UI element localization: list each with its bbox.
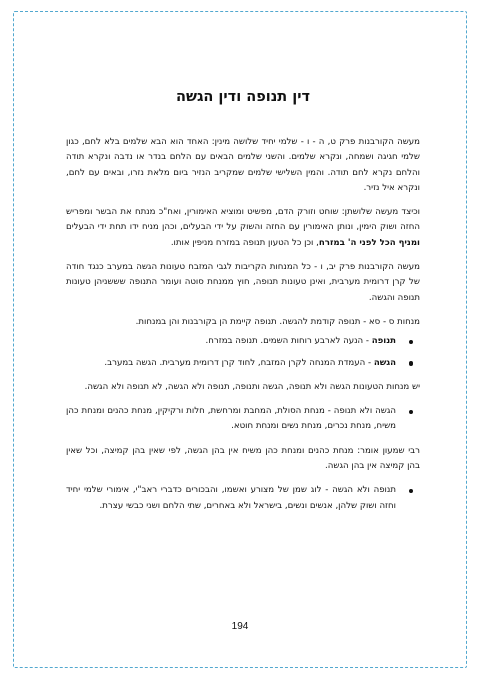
paragraph-text: , וכן כל הטעון תנופה במזרח מניפין אותו. bbox=[170, 237, 319, 248]
document-body bbox=[66, 88, 420, 523]
page-number: 194 bbox=[231, 621, 249, 632]
bold-phrase: ומניף הכל לפני ה' במזרח bbox=[318, 237, 420, 248]
hagasha-list bbox=[66, 404, 420, 435]
list-item bbox=[66, 356, 396, 371]
paragraph-text: וכיצד מעשה שלושתן: שוחט וזורק הדם, מפשיט ומוציא האימורין, ואח"כ מנתח את הבשר ומפריש החזה ושוק הימין, ונותן האימורין עם החזה והשוק על ידי הבעלים, וכהן מניח ידו תחת ידי הבעלים bbox=[66, 207, 420, 233]
paragraph-menachot-categories: יש מנחות הטעונות הגשה ולא תנופה, הגשה ותנופה, תנופה ולא הגשה, לא תנופה ולא הגשה. bbox=[84, 381, 420, 392]
definition-text: - הנעה לארבע רוחות השמים. תנופה במזרח. bbox=[205, 336, 372, 347]
definition-text: - העמדת המנחה לקרן המזבח, לחוד קרן דרומית מערבית. הגשה במערב. bbox=[104, 357, 374, 368]
definitions-list bbox=[66, 334, 420, 371]
list-item: תנופה ולא הגשה - לוג שמן של מצורע ואשמו, והבכורים כדברי ראב"י, אימורי שלמי יחיד וחזה ושוק שלהן, אנשים ונשים, בישראל ולא באחרים, שתי הלחם ושני כבשי עצרת. bbox=[66, 483, 396, 514]
tenufa-list bbox=[66, 483, 420, 514]
paragraph-how-performed bbox=[66, 205, 420, 251]
page-title: דין תנופה ודין הגשה bbox=[175, 89, 310, 105]
paragraph-three-types-shelamim: מעשה הקורבנות פרק ט, ה - ו - שלמי יחיד שלושה מינין: האחד הוא הבא שלמים בלא לחם, כגון שלמי חגיגה ושמחה, ונקרא שלמים. והשני שלמים הבאים עם הלחם בנדר או נדבה ונקרא תודה והלחם נקרא לחם תודה. והמין השלישי שלמים שמקריב הנזיר ביום מלאת נזרו, ובאים עם לחם, ונקרא איל נזיר. bbox=[66, 137, 420, 193]
list-item bbox=[66, 334, 396, 349]
list-item: הגשה ולא תנופה - מנחת הסולת, המחבת ומרחשת, חלות ורקיקין, מנחת כהנים ומנחת כהן משיח, מנחת נכרים, מנחת נשים ומנחת חוטא. bbox=[66, 404, 396, 435]
paragraph-tenufa-precedes: מנחות ס - סא - תנופה קודמת להגשה. תנופה קיימת הן בקורבנות והן במנחות. bbox=[135, 316, 420, 327]
paragraph-rabbi-shimon: רבי שמעון אומר: מנחת כהנים ומנחת כהן משיח אין בהן הגשה, לפי שאין בהן קמיצה, וכל שאין בהן קמיצה אין בהן הגשה. bbox=[66, 445, 420, 472]
paragraph-menachot-hagasha: מעשה הקורבנות פרק יב, ו - כל המנחות הקריבות לגבי המזבח טעונות הגשה במערב כנגד חודה של קרן דרומית מערבית, ואינן טעונות תנופה, חוץ ממנחת סוטה ועומר התנופה שששניהן טעונות תנופה והגשה. bbox=[66, 262, 420, 303]
definition-term: הגשה bbox=[373, 357, 396, 368]
definition-term: תנופה bbox=[371, 336, 396, 347]
